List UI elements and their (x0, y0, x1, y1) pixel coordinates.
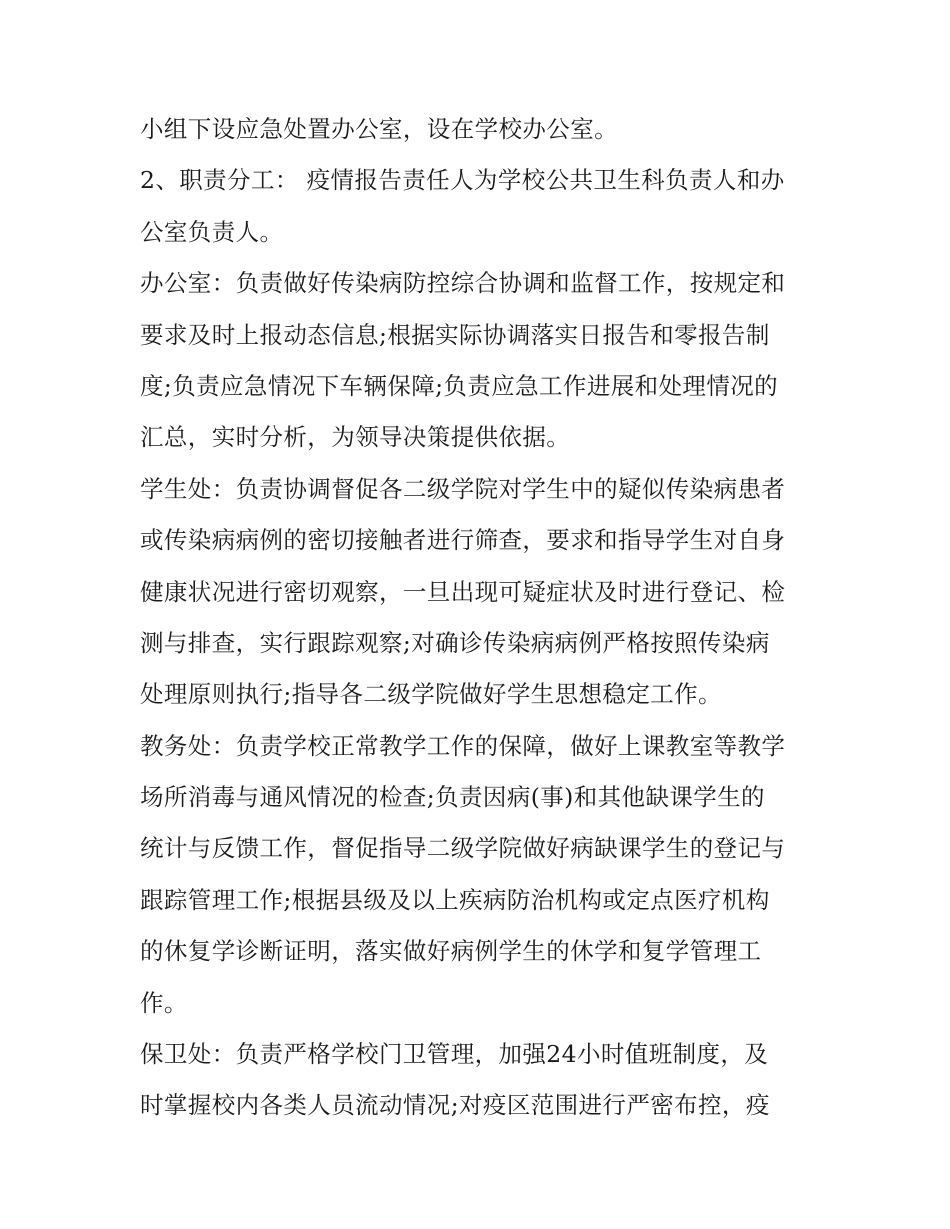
text-line: 统计与反馈工作，督促指导二级学院做好病缺课学生的登记与 (140, 834, 786, 863)
text-line: 健康状况进行密切观察，一旦出现可疑症状及时进行登记、检 (140, 577, 786, 606)
text-line: 作。 (140, 988, 188, 1017)
text-line: 时掌握校内各类人员流动情况;对疫区范围进行严密布控，疫 (140, 1091, 770, 1120)
text-line: 保卫处：负责严格学校门卫管理，加强24小时值班制度，及 (140, 1040, 769, 1069)
text-line: 跟踪管理工作;根据县级及以上疾病防治机构或定点医疗机构 (140, 885, 770, 914)
text-line: 办公室：负责做好传染病防控综合协调和监督工作，按规定和 (140, 269, 786, 298)
text-line: 要求及时上报动态信息;根据实际协调落实日报告和零报告制 (140, 320, 770, 349)
text-line: 场所消毒与通风情况的检查;负责因病(事)和其他缺课学生的 (140, 783, 765, 812)
text-line: 学生处：负责协调督促各二级学院对学生中的疑似传染病患者 (140, 474, 786, 503)
text-line: 2、职责分工： 疫情报告责任人为学校公共卫生科负责人和办 (140, 166, 785, 195)
text-line: 度;负责应急情况下车辆保障;负责应急工作进展和处理情况的 (140, 371, 779, 400)
text-line: 教务处：负责学校正常教学工作的保障，做好上课教室等教学 (140, 731, 786, 760)
text-line: 的休复学诊断证明，落实做好病例学生的休学和复学管理工 (140, 937, 762, 966)
text-line: 测与排查，实行跟踪观察;对确诊传染病病例严格按照传染病 (140, 628, 770, 657)
document-body (140, 104, 820, 1132)
text-line: 公室负责人。 (140, 217, 284, 246)
text-line: 小组下设应急处置办公室，设在学校办公室。 (140, 115, 618, 143)
text-line: 处理原则执行;指导各二级学院做好学生思想稳定工作。 (140, 680, 722, 709)
text-line: 或传染病病例的密切接触者进行筛查，要求和指导学生对自身 (140, 526, 786, 555)
text-line: 汇总，实时分析，为领导决策提供依据。 (140, 423, 571, 452)
